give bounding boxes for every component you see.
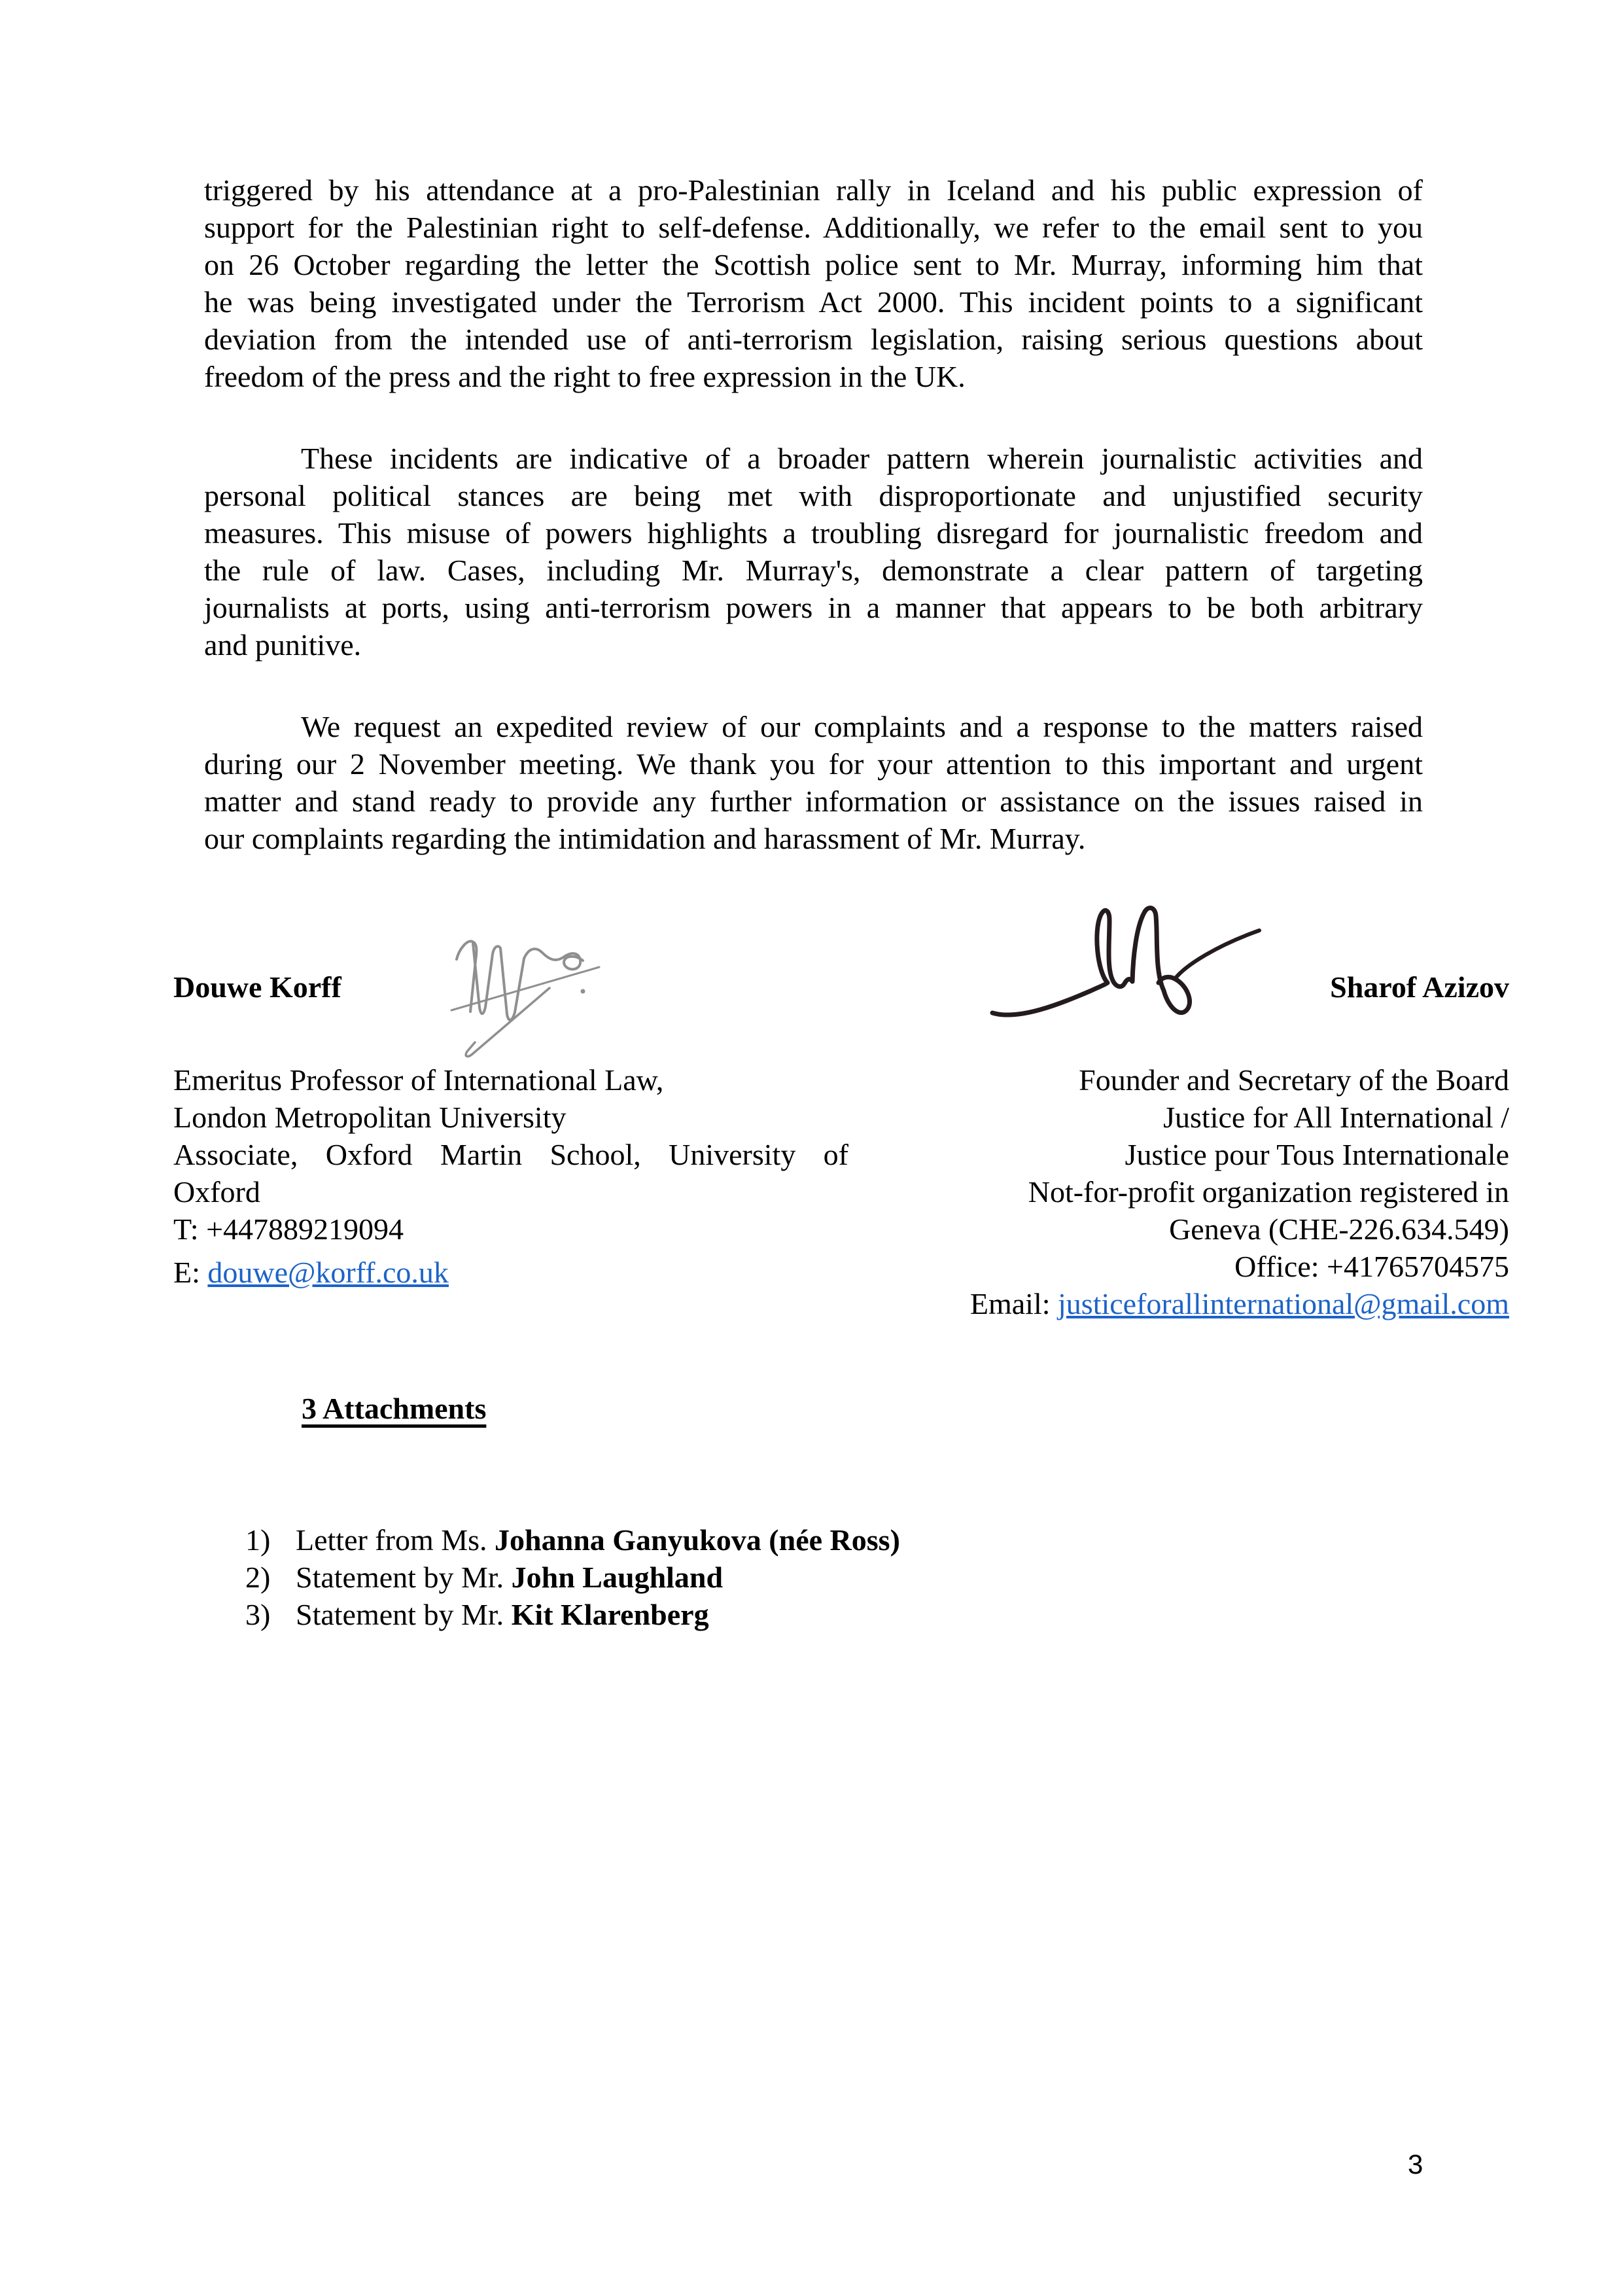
paragraph-line: measures. This misuse of powers highlights a troubling disregard for journalistic freedom and	[204, 516, 1423, 550]
contact-line: Emeritus Professor of International Law,	[173, 1063, 664, 1097]
contact-line: Justice pour Tous Internationale	[1125, 1138, 1509, 1171]
email-link-justiceforall[interactable]: justiceforallinternational@gmail.com	[1058, 1287, 1509, 1320]
paragraph-line: support for the Palestinian right to self-defense. Additionally, we refer to the email sent to you	[204, 211, 1423, 244]
paragraph-line: matter and stand ready to provide any further information or assistance on the issues raised in	[204, 785, 1423, 818]
contact-line: Founder and Secretary of the Board	[1079, 1063, 1509, 1097]
paragraph-line: the rule of law. Cases, including Mr. Murray's, demonstrate a clear pattern of targeting	[204, 554, 1423, 587]
email-label: E:	[173, 1256, 208, 1289]
attachment-text: Statement by Mr. Kit Klarenberg	[296, 1598, 709, 1631]
attachment-item	[245, 1521, 900, 1559]
contact-line: Associate, Oxford Martin School, University of	[173, 1138, 848, 1171]
attachment-number: 1)	[245, 1523, 271, 1557]
paragraph-line: on 26 October regarding the letter the Scottish police sent to Mr. Murray, informing him that	[204, 248, 1423, 281]
contact-left-email-row	[173, 1254, 848, 1291]
contact-left-lines	[173, 1061, 848, 1248]
contact-line: Oxford	[173, 1175, 260, 1209]
attachment-text: Letter from Ms. Johanna Ganyukova (née Ross)	[296, 1523, 900, 1557]
attachments-list	[245, 1521, 900, 1633]
attachment-number: 3)	[245, 1598, 271, 1631]
contact-line: London Metropolitan University	[173, 1101, 567, 1134]
attachment-text: Statement by Mr. John Laughland	[296, 1561, 724, 1594]
paragraph	[204, 708, 1423, 857]
paragraph-line: personal political stances are being met with disproportionate and unjustified security	[204, 479, 1423, 512]
attachment-item	[245, 1596, 900, 1633]
contact-line: T: +447889219094	[173, 1212, 404, 1246]
letter-body	[204, 171, 1423, 902]
attachment-item	[245, 1559, 900, 1596]
contact-line: Geneva (CHE-226.634.549)	[1169, 1212, 1509, 1246]
contact-right-email-row	[907, 1285, 1509, 1322]
paragraph-line: freedom of the press and the right to free expression in the UK.	[204, 360, 966, 393]
attachments-heading: 3 Attachments	[302, 1392, 487, 1425]
contact-line: Office: +41765704575	[1234, 1250, 1509, 1283]
contact-block-right	[907, 1061, 1509, 1322]
paragraph	[204, 440, 1423, 663]
paragraph-line: deviation from the intended use of anti-terrorism legislation, raising serious questions about	[204, 323, 1423, 356]
email-link-douwe[interactable]: douwe@korff.co.uk	[207, 1256, 449, 1289]
contact-line: Not-for-profit organization registered in	[1028, 1175, 1509, 1209]
paragraph-line: and punitive.	[204, 628, 362, 662]
contact-line: Justice for All International /	[1163, 1101, 1509, 1134]
attachments-section	[245, 1390, 900, 1633]
email-label: Email:	[969, 1287, 1058, 1320]
contact-right-lines	[907, 1061, 1509, 1285]
page-number: 3	[1408, 2149, 1423, 2180]
paragraph-line: journalists at ports, using anti-terrorism powers in a manner that appears to be both arbitrary	[204, 591, 1423, 624]
attachment-number: 2)	[245, 1561, 271, 1594]
paragraph	[204, 171, 1423, 395]
signatory-name-right: Sharof Azizov	[1330, 970, 1509, 1004]
paragraph-line: he was being investigated under the Terrorism Act 2000. This incident points to a significant	[204, 285, 1423, 319]
douwe-korff-signature-icon	[450, 928, 610, 1069]
paragraph-line: triggered by his attendance at a pro-Palestinian rally in Iceland and his public expression of	[204, 173, 1423, 207]
sharof-azizov-signature-icon	[983, 891, 1266, 1032]
paragraph-line: our complaints regarding the intimidation and harassment of Mr. Murray.	[204, 822, 1086, 855]
paragraph-line: These incidents are indicative of a broader pattern wherein journalistic activities and	[301, 442, 1423, 475]
paragraph-line: during our 2 November meeting. We thank you for your attention to this important and urgent	[204, 747, 1423, 781]
signatory-name-left: Douwe Korff	[173, 970, 341, 1004]
contact-block-left	[173, 1061, 848, 1291]
paragraph-line: We request an expedited review of our complaints and a response to the matters raised	[301, 710, 1423, 743]
